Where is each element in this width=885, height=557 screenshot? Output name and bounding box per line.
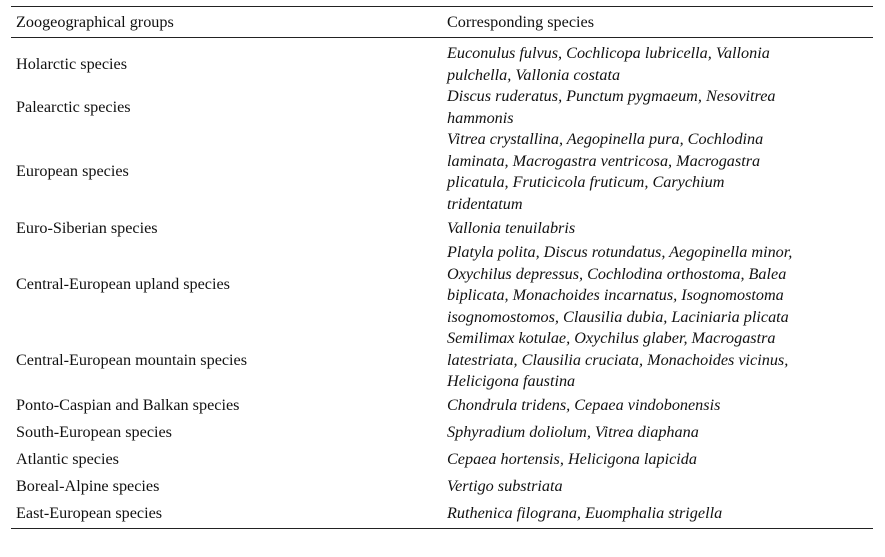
table-row bbox=[11, 129, 873, 215]
species-cell bbox=[447, 393, 873, 420]
species-line: Vitrea crystallina, Aegopinella pura, Cochlodina bbox=[447, 130, 764, 148]
group-cell: Palearctic species bbox=[16, 97, 131, 116]
species-cell bbox=[447, 447, 873, 474]
species-line: Discus ruderatus, Punctum pygmaeum, Nesovitrea bbox=[447, 87, 776, 105]
header-corresponding-species: Corresponding species bbox=[447, 13, 595, 32]
species-line: laminata, Macrogastra ventricosa, Macrogastra bbox=[447, 151, 761, 170]
table-row bbox=[11, 215, 873, 242]
species-line: Sphyradium doliolum, Vitrea diaphana bbox=[447, 423, 699, 442]
group-cell: Central-European mountain species bbox=[16, 350, 248, 369]
species-line: tridentatum bbox=[447, 194, 523, 213]
group-cell: Boreal-Alpine species bbox=[16, 477, 160, 496]
species-line: Chondrula tridens, Cepaea vindobonensis bbox=[447, 396, 721, 415]
group-cell: East-European species bbox=[16, 504, 163, 523]
table-row bbox=[11, 328, 873, 393]
species-cell bbox=[447, 86, 873, 129]
species-cell bbox=[447, 215, 873, 242]
species-line: Vallonia tenuilabris bbox=[447, 218, 576, 237]
table-row bbox=[11, 474, 873, 501]
group-cell: Atlantic species bbox=[16, 450, 119, 469]
species-cell bbox=[447, 328, 873, 393]
species-line: pulchella, Vallonia costata bbox=[447, 65, 621, 84]
species-line: Platyla polita, Discus rotundatus, Aegopinella minor, bbox=[447, 243, 793, 261]
species-cell bbox=[447, 242, 873, 328]
header-zoogeographical-groups: Zoogeographical groups bbox=[16, 13, 174, 32]
group-cell: Euro-Siberian species bbox=[16, 218, 158, 237]
species-cell bbox=[447, 501, 873, 529]
table-row bbox=[11, 242, 873, 328]
zoogeographical-table bbox=[11, 6, 873, 529]
species-line: Ruthenica filograna, Euomphalia strigella bbox=[447, 504, 723, 523]
group-cell: Holarctic species bbox=[16, 54, 128, 73]
table-row bbox=[11, 86, 873, 129]
species-line: biplicata, Monachoides incarnatus, Isognomostoma bbox=[447, 286, 784, 304]
species-line: Vertigo substriata bbox=[447, 477, 563, 496]
species-line: Semilimax kotulae, Oxychilus glaber, Macrogastra bbox=[447, 329, 776, 347]
species-line: Helicigona faustina bbox=[447, 372, 576, 390]
table-row bbox=[11, 420, 873, 447]
species-line: hammonis bbox=[447, 108, 514, 127]
table-row bbox=[11, 393, 873, 420]
table-row bbox=[11, 38, 873, 87]
group-cell: European species bbox=[16, 162, 129, 181]
species-cell bbox=[447, 129, 873, 215]
table-header bbox=[11, 7, 873, 38]
species-cell bbox=[447, 38, 873, 87]
species-cell bbox=[447, 420, 873, 447]
species-line: plicatula, Fruticicola fruticum, Carychium bbox=[447, 173, 725, 191]
header-row bbox=[11, 7, 873, 38]
group-cell: Ponto-Caspian and Balkan species bbox=[16, 396, 240, 415]
species-line: isognomostomos, Clausilia dubia, Laciniaria plicata bbox=[447, 307, 789, 326]
species-line: Euconulus fulvus, Cochlicopa lubricella, Vallonia bbox=[447, 44, 770, 62]
species-line: latestriata, Clausilia cruciata, Monachoides vicinus, bbox=[447, 350, 789, 369]
table-body bbox=[11, 38, 873, 529]
species-line: Oxychilus depressus, Cochlodina orthostoma, Balea bbox=[447, 264, 787, 283]
table-row bbox=[11, 447, 873, 474]
species-line: Cepaea hortensis, Helicigona lapicida bbox=[447, 450, 697, 469]
group-cell: South-European species bbox=[16, 423, 172, 442]
table-row bbox=[11, 501, 873, 529]
species-cell bbox=[447, 474, 873, 501]
group-cell: Central-European upland species bbox=[16, 275, 230, 294]
